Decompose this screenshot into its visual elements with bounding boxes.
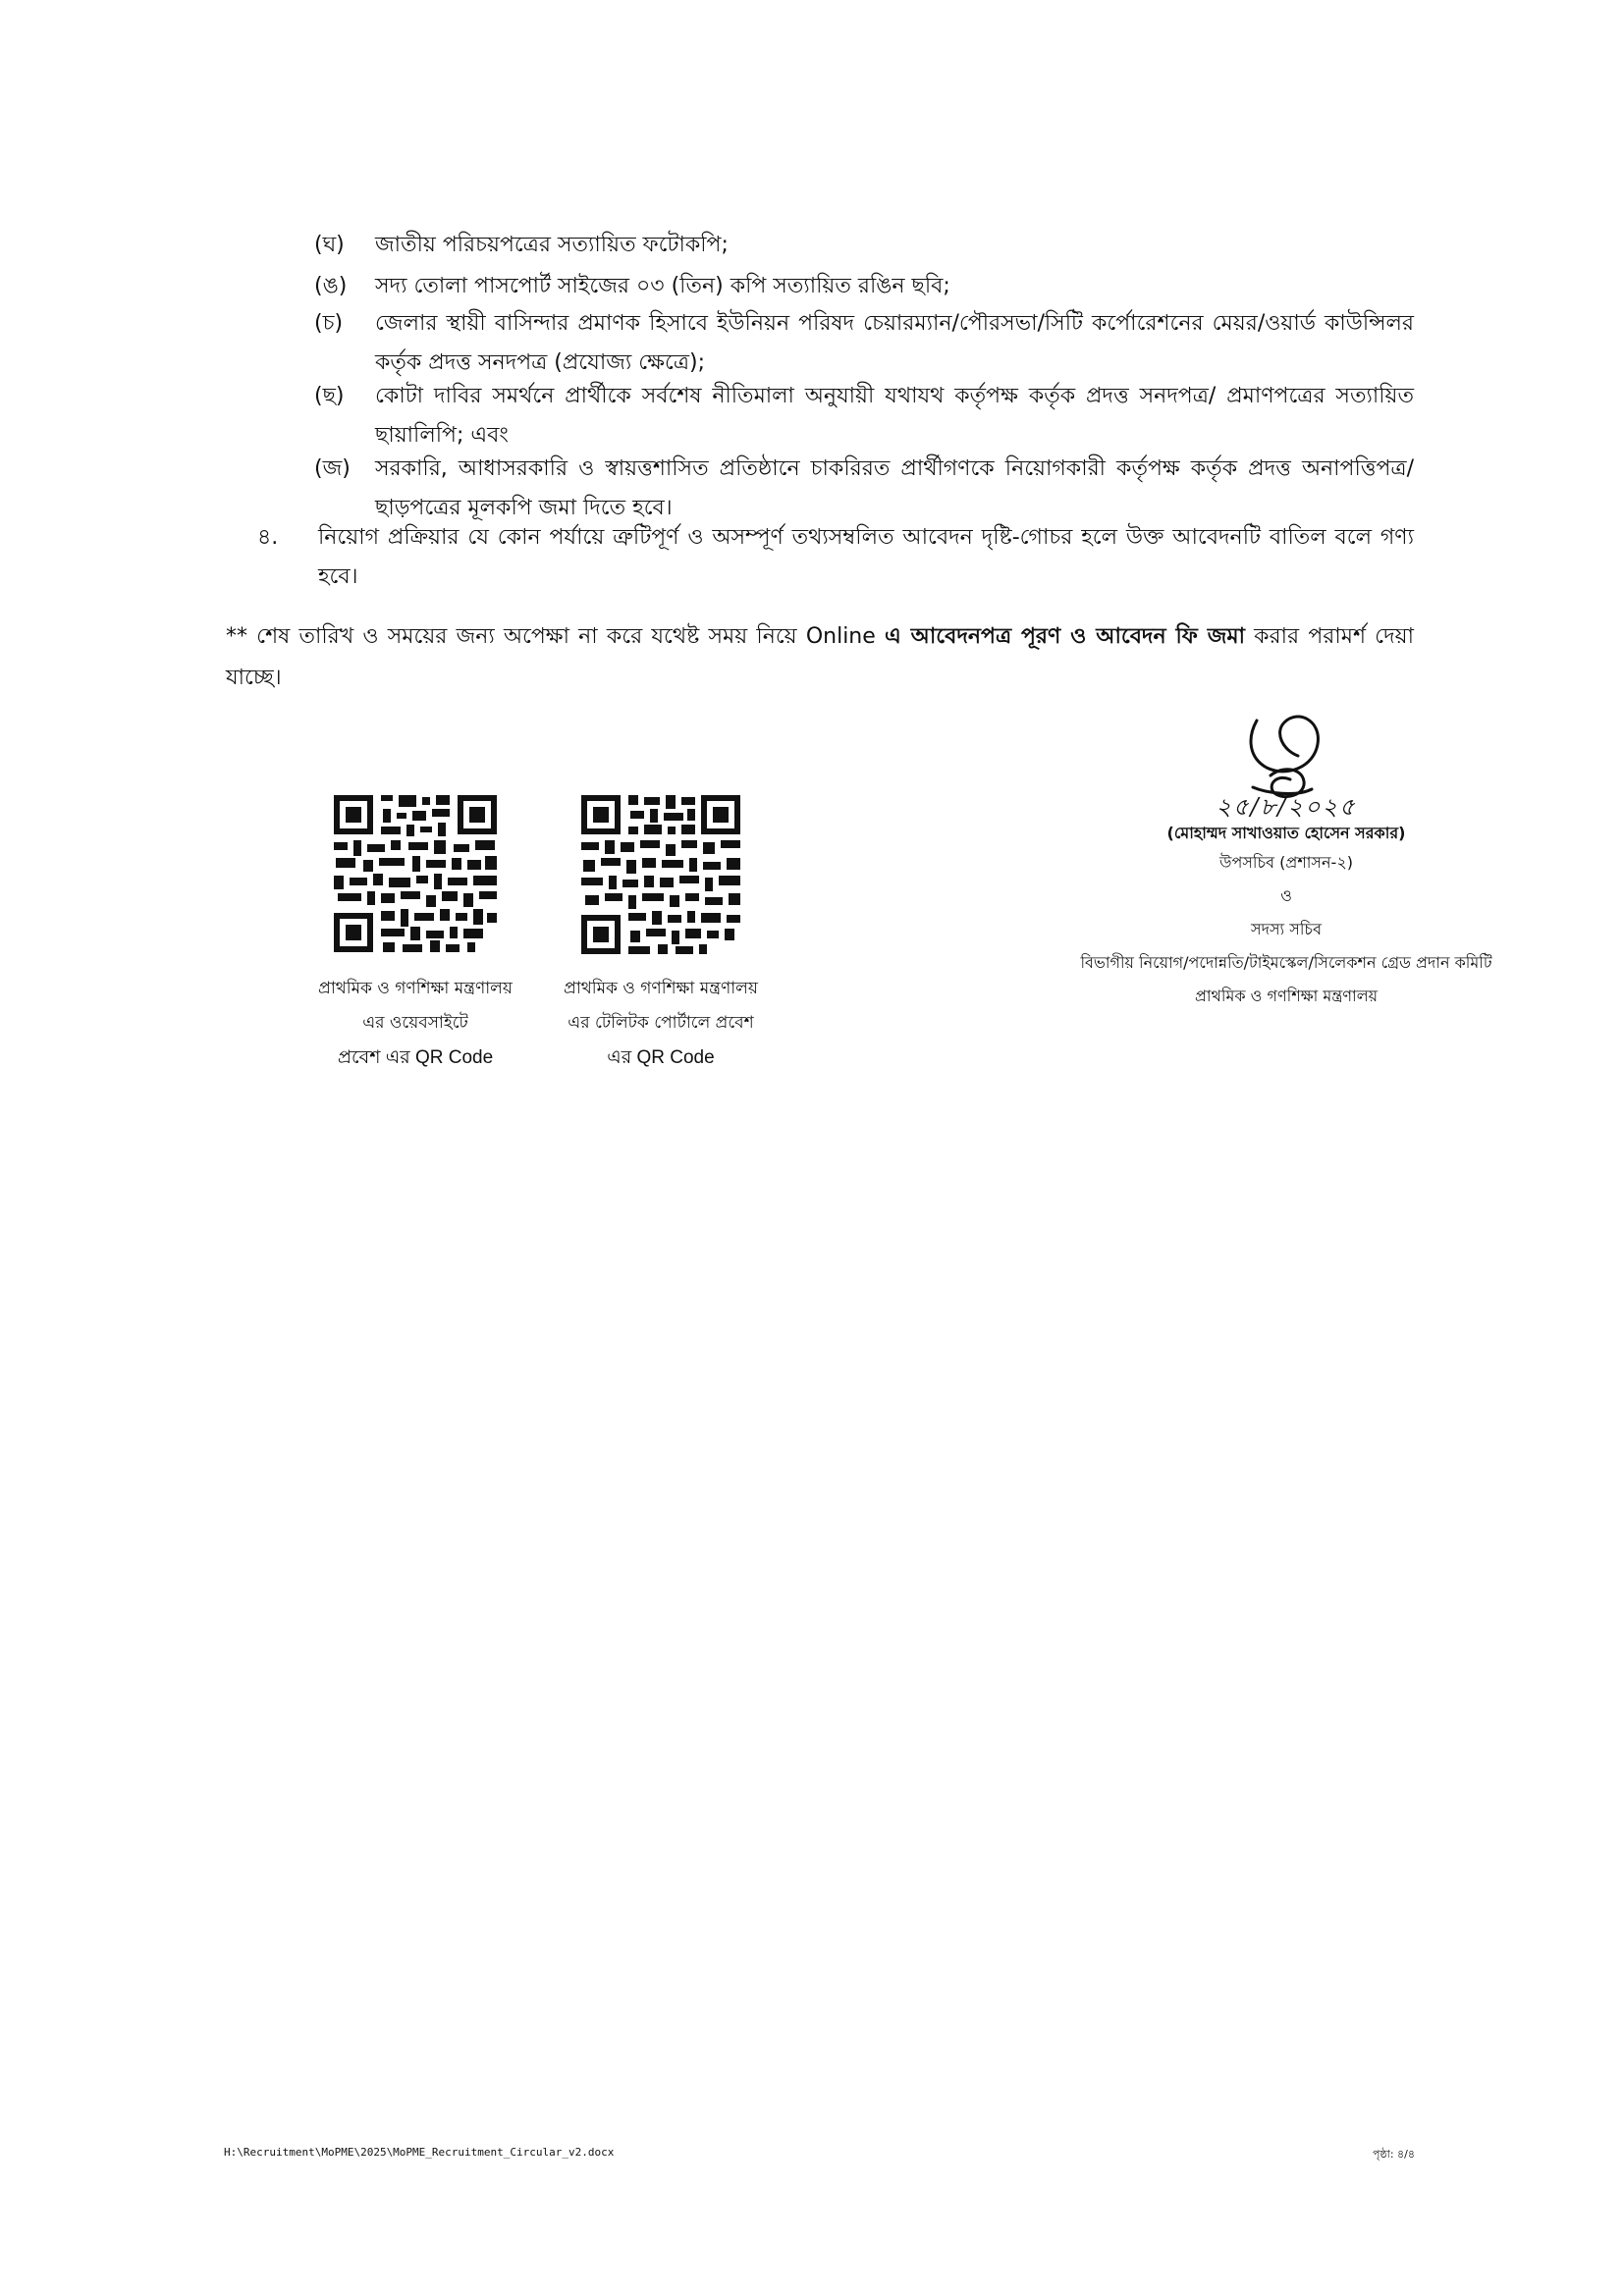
item-text: জেলার স্থায়ী বাসিন্দার প্রমাণক হিসাবে ইউনিয়ন পরিষদ চেয়ারম্যান/পৌরসভা/সিটি কর্পোরেশনের মেয়র/ওয়ার্ড কাউন্সিলর কর্তৃক প্রদত্ত সনদপত্র (প্রযোজ্য ক্ষেত্রে); — [375, 311, 1414, 375]
qr-caption-line2: এর টেলিটক পোর্টালে প্রবেশ — [568, 1013, 754, 1033]
qr-caption-line3: এর QR Code — [607, 1047, 715, 1068]
point-text: নিয়োগ প্রক্রিয়ার যে কোন পর্যায়ে ত্রুটিপূর্ণ ও অসম্পূর্ণ তথ্যসম্বলিত আবেদন দৃষ্টি-গোচর হলে উক্ত আবেদনটি বাতিল বলে গণ্য হবে। — [318, 525, 1414, 589]
footer-file-path: H:\Recruitment\MoPME\2025\MoPME_Recruitment_Circular_v2.docx — [224, 2146, 615, 2159]
signature-date: ২৫/৮/২০২৫ — [1216, 793, 1357, 821]
qr-teletalk — [558, 791, 764, 1075]
signatory-designation: উপসচিব (প্রশাসন-২) — [1219, 853, 1353, 872]
qr-code-icon — [577, 791, 744, 958]
list-item — [314, 450, 1414, 528]
item-marker: (চ) — [314, 311, 344, 336]
point-number: ৪. — [257, 525, 279, 550]
handwritten-signature-icon — [1188, 699, 1384, 807]
list-item — [314, 377, 1414, 455]
qr-caption-line2: এর ওয়েবসাইটে — [362, 1013, 468, 1033]
item-marker: (জ) — [314, 456, 351, 481]
signatory-committee: বিভাগীয় নিয়োগ/পদোন্নতি/টাইমস্কেল/সিলেকশন গ্রেড প্রদান কমিটি — [1080, 953, 1492, 972]
qr-code-icon — [328, 791, 503, 958]
advisory-note — [226, 616, 1414, 699]
signatory-name: (মোহাম্মদ সাখাওয়াত হোসেন সরকার) — [1166, 824, 1406, 842]
signatory-role: সদস্য সচিব — [1251, 920, 1322, 938]
qr-caption-line3: প্রবেশ এর QR Code — [337, 1047, 494, 1068]
item-text: কোটা দাবির সমর্থনে প্রার্থীকে সর্বশেষ নীতিমালা অনুযায়ী যথাযথ কর্তৃপক্ষ কর্তৃক প্রদত্ত সনদপত্র/ প্রমাণপত্রের সত্যায়িত ছায়ালিপি; এবং — [375, 384, 1414, 448]
note-bold: এ আবেদনপত্র পূরণ ও আবেদন ফি জমা — [884, 624, 1245, 649]
note-prefix: ** শেষ তারিখ ও সময়ের জন্য অপেক্ষা না করে যথেষ্ট সময় নিয়ে Online — [226, 624, 885, 649]
list-item — [314, 267, 1414, 306]
qr-caption-line1: প্রাথমিক ও গণশিক্ষা মন্ত্রণালয় — [318, 979, 513, 998]
qr-caption-line1: প্রাথমিক ও গণশিক্ষা মন্ত্রণালয় — [564, 979, 758, 998]
qr-website — [312, 791, 518, 1075]
signatory-and: ও — [1280, 886, 1292, 905]
item-marker: (ঙ) — [314, 274, 348, 298]
item-marker: (ঘ) — [314, 233, 345, 257]
list-item — [314, 226, 1414, 265]
item-marker: (ছ) — [314, 384, 345, 408]
note-suffix: করার পরামর্শ দেয়া যাচ্ছে। — [226, 624, 1414, 690]
signatory-ministry: প্রাথমিক ও গণশিক্ষা মন্ত্রণালয় — [1194, 987, 1379, 1005]
item-text: সদ্য তোলা পাসপোর্ট সাইজের ০৩ (তিন) কপি সত্যায়িত রঙিন ছবি; — [375, 274, 950, 298]
footer-page-number: পৃষ্ঠা: ৪/৪ — [1373, 2148, 1416, 2161]
numbered-point — [257, 518, 1414, 597]
list-item — [314, 304, 1414, 383]
item-text: সরকারি, আধাসরকারি ও স্বায়ত্তশাসিত প্রতিষ্ঠানে চাকরিরত প্রার্থীগণকে নিয়োগকারী কর্তৃপক্ষ কর্তৃক প্রদত্ত অনাপত্তিপত্র/ ছাড়পত্রের মূলকপি জমা দিতে হবে। — [375, 456, 1414, 520]
signature-block — [1031, 699, 1542, 1013]
item-text: জাতীয় পরিচয়পত্রের সত্যায়িত ফটোকপি; — [375, 233, 729, 257]
